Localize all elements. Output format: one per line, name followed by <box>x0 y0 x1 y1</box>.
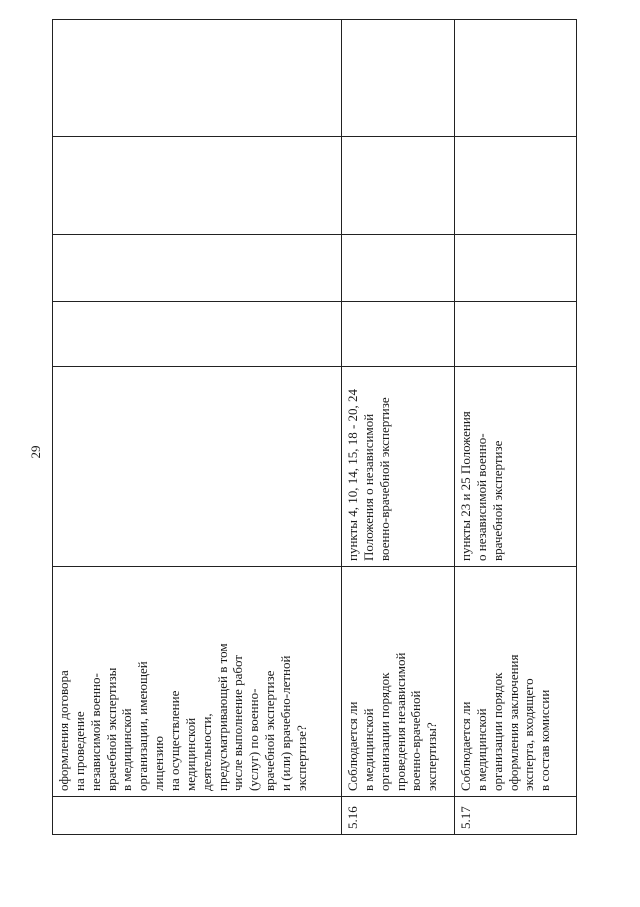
reference-cell <box>342 367 455 567</box>
answer-cell-yes <box>53 302 342 367</box>
question-text: оформления договора на проведение независимой военно- врачебной экспертизы в медицинской организации, имеющей лицензию на осуществление медицинской деятельности, предусматривающей в том числе выполнение работ (услуг) по военно- врачебной экспертизе и (или) врачебно-летной экспертизе? <box>56 643 309 791</box>
item-number: 5.17 <box>458 806 473 829</box>
item-number-cell <box>342 797 455 835</box>
question-text: Соблюдается ли в медицинской организации порядок оформления заключения эксперта, входящего в состав комиссии <box>458 654 553 791</box>
question-cell <box>53 567 342 797</box>
table-row <box>53 20 342 835</box>
answer-cell-no <box>342 235 455 302</box>
answer-cell-yes <box>455 302 577 367</box>
answer-cell-no <box>53 235 342 302</box>
question-cell <box>342 567 455 797</box>
answer-cell-not-applicable <box>53 137 342 235</box>
reference-text: пункты 23 и 25 Положения о независимой военно- врачебной экспертизе <box>458 411 505 561</box>
rotated-table-container <box>52 20 577 835</box>
answer-cell-not-applicable <box>342 137 455 235</box>
item-number-cell <box>53 797 342 835</box>
answer-cell-not-applicable <box>455 137 577 235</box>
table-row <box>342 20 455 835</box>
notes-cell <box>53 20 342 137</box>
checklist-table <box>52 19 577 835</box>
reference-cell <box>455 367 577 567</box>
page-number: 29 <box>28 445 43 459</box>
question-cell <box>455 567 577 797</box>
answer-cell-yes <box>342 302 455 367</box>
question-text: Соблюдается ли в медицинской организации порядок проведения независимой военно-врачебной экспертизы? <box>345 652 440 791</box>
item-number-cell <box>455 797 577 835</box>
item-number: 5.16 <box>345 806 360 829</box>
reference-text: пункты 4, 10, 14, 15, 18 - 20, 24 Положения о независимой военно-врачебной экспертизе <box>345 388 392 561</box>
notes-cell <box>342 20 455 137</box>
table-row <box>455 20 577 835</box>
answer-cell-no <box>455 235 577 302</box>
reference-cell <box>53 367 342 567</box>
notes-cell <box>455 20 577 137</box>
